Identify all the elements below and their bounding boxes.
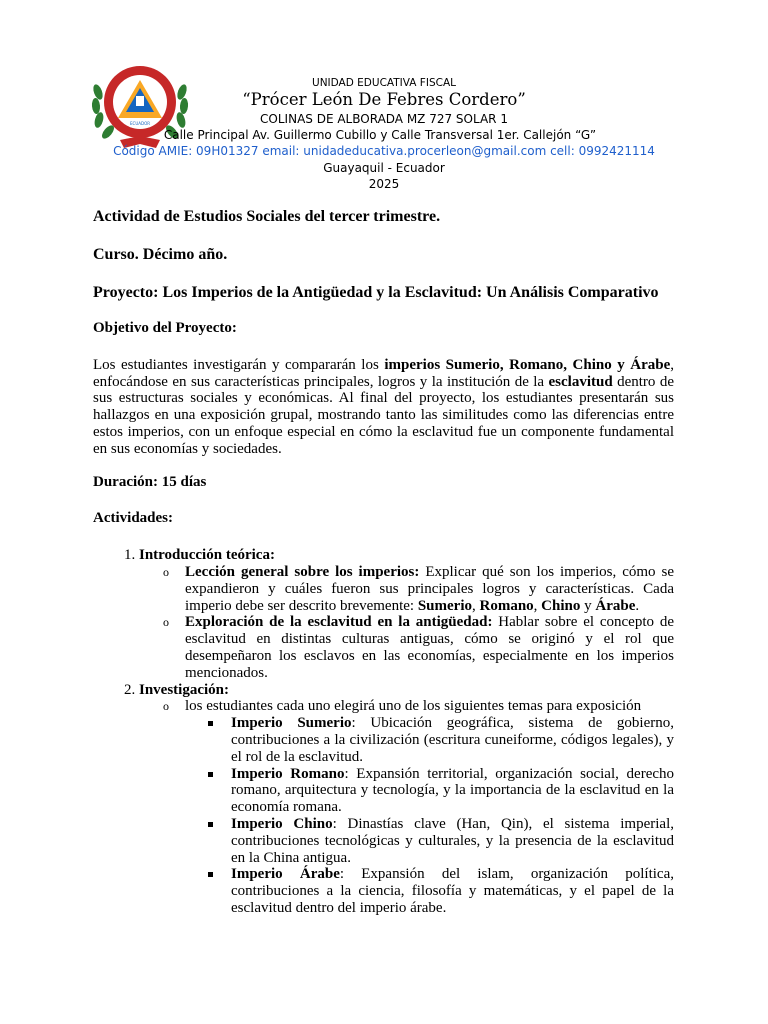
objective-heading: Objetivo del Proyecto: — [93, 320, 237, 336]
address-line-2: Calle Principal Av. Guillermo Cubillo y Calle Transversal 1er. Callejón “G” — [163, 128, 597, 142]
address-line-1: COLINAS DE ALBORADA MZ 727 SOLAR 1 — [260, 112, 508, 126]
list-item: 1. Introducción teórica: o Lección general sobre los imperios: Explicar qué son los imperios, cómo se expandieron y cuáles fueron sus principales logros y características. Cada imperio debe ser descrito brevemente: Sumerio, Romano, Chino y Árabe. o Exploración de la esclavitud en la antigüedad: Hablar sobre el concepto de esclavitud en distintas culturas antiguas, cómo se originó y el rol que desempeñaron los esclavos en las economías, especialmente en los imperios mencionados. — [139, 547, 674, 681]
list-item: 2. Investigación: o los estudiantes cada uno elegirá uno de los siguientes temas para exposición Imperio Sumerio: Ubicación geográfica, sistema de gobierno, contribuciones a la civilización (escritura cuneiforme, códigos legales), y el rol de la esclavitud. Imperio Romano: Expansión territorial, organización social, derecho romano, arquitectura y tecnología, y la importancia de la esclavitud en la economía romana. Imperio Chino: Dinastías clave (Han, Qin), el sistema imperial, contribuciones tecnológicas y culturales, y la presencia de la esclavitud en la China antigua. Imperio Árabe: Expansión del islam, organización política, contribuciones a la ciencia, filosofía y matemáticas, y el papel de la esclavitud dentro del imperio árabe. — [139, 682, 674, 917]
list-item: o Lección general sobre los imperios: Explicar qué son los imperios, cómo se expandieron y cuáles fueron sus principales logros y características. Cada imperio debe ser descrito brevemente: Sumerio, Romano, Chino y Árabe. — [185, 564, 674, 614]
list-item: o Exploración de la esclavitud en la antigüedad: Hablar sobre el concepto de esclavitud en distintas culturas antiguas, cómo se originó y el rol que desempeñaron los esclavos en las economías, especialmente en los imperios mencionados. — [185, 614, 674, 681]
activities-list — [93, 547, 674, 917]
contact-line[interactable]: Código AMIE: 09H01327 email: unidadeducativa.procerleon@gmail.com cell: 0992421114 — [113, 144, 655, 158]
school-type: UNIDAD EDUCATIVA FISCAL — [312, 77, 456, 89]
letterhead — [0, 0, 768, 200]
year-line: 2025 — [368, 177, 400, 191]
objective-paragraph: Los estudiantes investigarán y compararán los imperios Sumerio, Romano, Chino y Árabe, enfocándose en sus características principales, logros y la institución de la esclavitud dentro de sus estructuras sociales y económicas. Al final del proyecto, los estudiantes presentarán sus hallazgos en una exposición grupal, mostrando tanto las similitudes como las diferencias entre estos imperios, con un enfoque especial en cómo la esclavitud fue un componente fundamental en sus economías y sociedades. — [93, 356, 674, 457]
activity-title: Actividad de Estudios Sociales del tercer trimestre. — [93, 208, 441, 225]
activities-heading: Actividades: — [93, 510, 173, 527]
duration: Duración: 15 días — [93, 473, 207, 490]
project-title: Proyecto: Los Imperios de la Antigüedad y la Esclavitud: Un Análisis Comparativo — [93, 284, 659, 301]
city-line: Guayaquil - Ecuador — [323, 161, 445, 175]
course-title: Curso. Décimo año. — [93, 246, 228, 263]
topic-item: Imperio Sumerio: Ubicación geográfica, sistema de gobierno, contribuciones a la civilización (escritura cuneiforme, códigos legales), y el rol de la esclavitud. — [231, 715, 674, 765]
document-body — [93, 208, 674, 917]
list-item: o los estudiantes cada uno elegirá uno de los siguientes temas para exposición Imperio Sumerio: Ubicación geográfica, sistema de gobierno, contribuciones a la civilización (escritura cuneiforme, códigos legales), y el rol de la esclavitud. Imperio Romano: Expansión territorial, organización social, derecho romano, arquitectura y tecnología, y la importancia de la esclavitud en la economía romana. Imperio Chino: Dinastías clave (Han, Qin), el sistema imperial, contribuciones tecnológicas y culturales, y la presencia de la esclavitud en la China antigua. Imperio Árabe: Expansión del islam, organización política, contribuciones a la ciencia, filosofía y matemáticas, y el papel de la esclavitud dentro del imperio árabe. — [185, 698, 674, 916]
topic-item: Imperio Chino: Dinastías clave (Han, Qin), el sistema imperial, contribuciones tecnológicas y culturales, y la presencia de la esclavitud en la China antigua. — [231, 815, 674, 866]
topic-item: Imperio Árabe: Expansión del islam, organización política, contribuciones a la ciencia, filosofía y matemáticas, y el papel de la esclavitud dentro del imperio árabe. — [231, 866, 674, 916]
school-name: “Prócer León De Febres Cordero” — [242, 90, 526, 109]
svg-text:ECUADOR: ECUADOR — [130, 121, 150, 126]
topic-item: Imperio Romano: Expansión territorial, organización social, derecho romano, arquitectura y tecnología, y la importancia de la esclavitud en la economía romana. — [231, 765, 675, 816]
